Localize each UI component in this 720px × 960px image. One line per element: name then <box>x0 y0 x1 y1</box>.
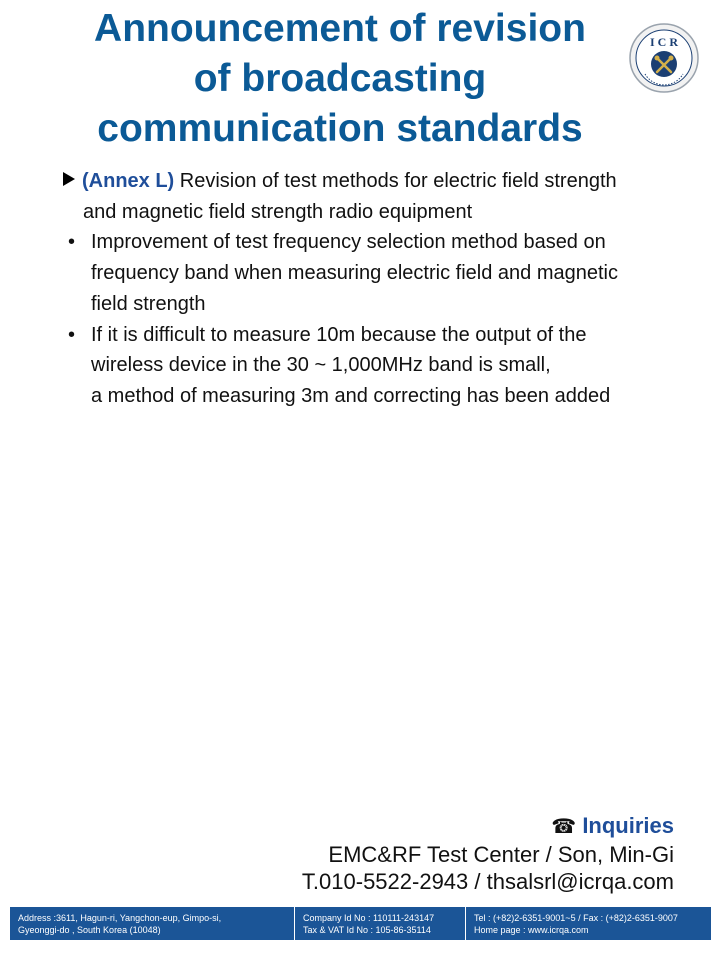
bullet-dot: • <box>68 323 76 346</box>
annex-label: (Annex L) <box>82 170 175 192</box>
bullet-item-2 <box>62 320 702 412</box>
footer-contact <box>465 907 711 940</box>
footer-company-id: Company Id No : 110111-243147 <box>303 912 435 923</box>
title-line-2: of broadcasting <box>193 57 487 100</box>
title-line-3: communication standards <box>97 107 583 150</box>
footer-bar <box>10 907 711 940</box>
bullet-2-line-2: wireless device in the 30 ~ 1,000MHz band is small, <box>91 354 551 377</box>
footer-address <box>10 907 294 940</box>
footer-address-line-2: Gyeonggi-do , South Korea (10048) <box>18 924 161 935</box>
bullet-1-line-2: frequency band when measuring electric field and magnetic <box>91 262 618 285</box>
title-line-1: Announcement of revision <box>94 7 586 50</box>
page-title <box>40 4 640 154</box>
footer-company-ids <box>294 907 465 940</box>
right-triangle-icon <box>62 166 82 197</box>
inquiries-block <box>302 812 674 895</box>
section-heading <box>62 166 702 197</box>
footer-tax-id: Tax & VAT Id No : 105-86-35114 <box>303 924 431 935</box>
logo-text: I C R <box>649 35 679 49</box>
footer-homepage[interactable]: Home page : www.icrqa.com <box>474 924 589 935</box>
revision-section <box>62 166 702 412</box>
icr-logo <box>628 22 700 94</box>
footer-phone-fax: Tel : (+82)2-6351-9001~5 / Fax : (+82)2-6351-9007 <box>474 912 678 923</box>
bullet-2-line-1: If it is difficult to measure 10m because the output of the <box>91 323 587 346</box>
bullet-dot: • <box>68 231 76 254</box>
footer-address-line-1: Address :3611, Hagun-ri, Yangchon-eup, Gimpo-si, <box>18 912 222 923</box>
bullet-1-line-3: field strength <box>91 292 206 315</box>
bullet-1-line-1: Improvement of test frequency selection method based on <box>91 231 606 254</box>
bullet-item-1 <box>62 227 702 319</box>
inquiries-contact-name: EMC&RF Test Center / Son, Min-Gi <box>328 842 674 867</box>
telephone-icon: ☎ <box>551 816 577 838</box>
bullet-2-line-3: a method of measuring 3m and correcting has been added <box>91 384 611 407</box>
heading-text-2: and magnetic field strength radio equipment <box>83 200 473 223</box>
inquiries-contact-info[interactable]: T.010-5522-2943 / thsalsrl@icrqa.com <box>301 869 674 894</box>
inquiries-title: Inquiries <box>582 813 674 838</box>
heading-text-1: Revision of test methods for electric field strength <box>174 170 617 192</box>
